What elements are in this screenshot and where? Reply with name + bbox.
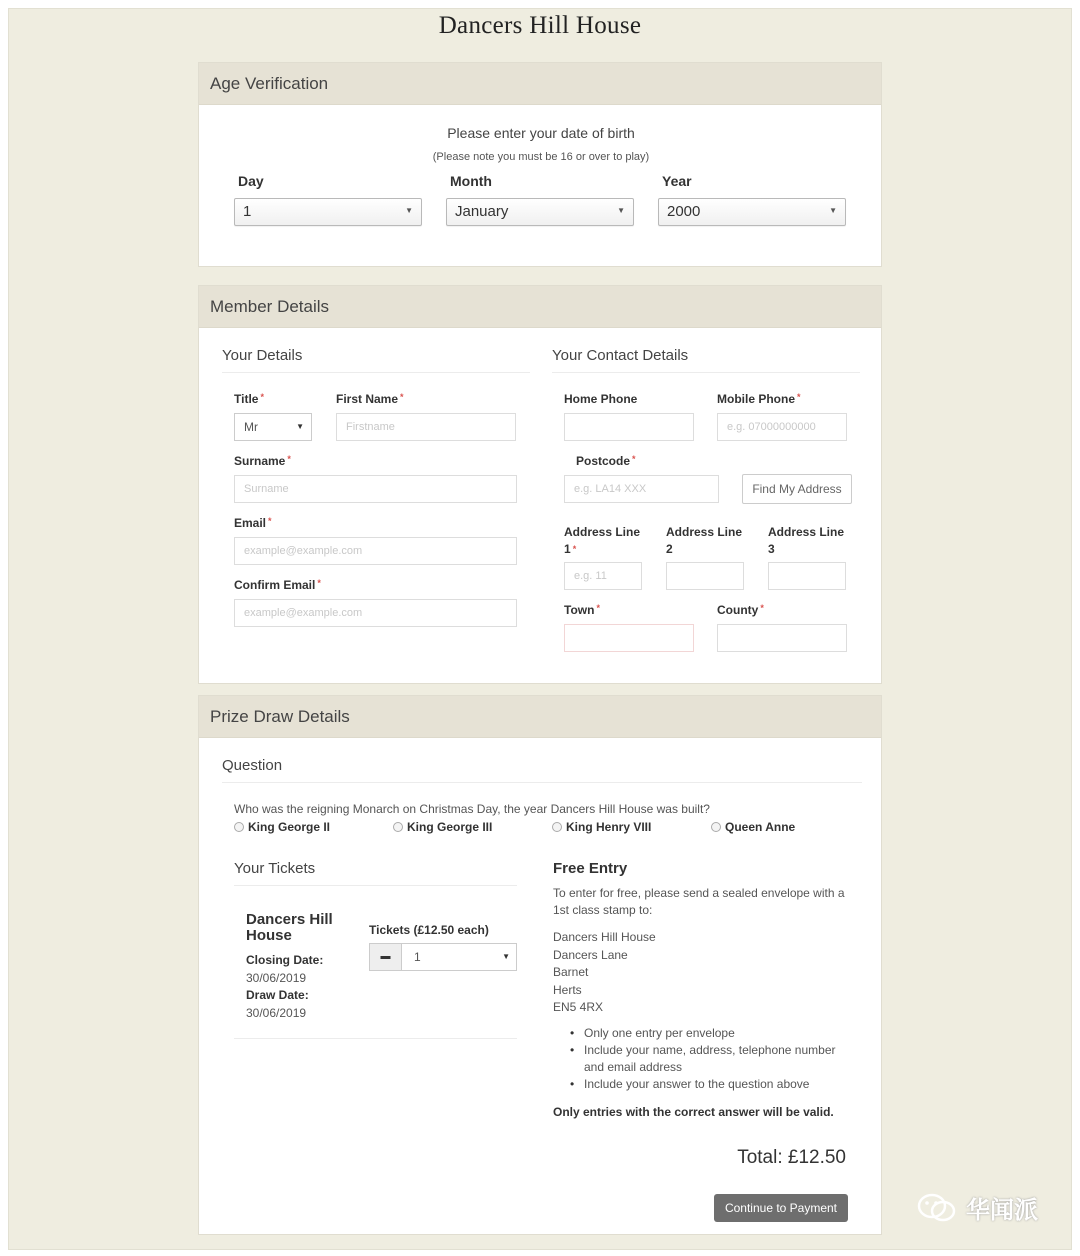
town-label-text: Town (564, 603, 595, 617)
address-line-1-input[interactable]: e.g. 11 (564, 562, 642, 590)
surname-label (234, 454, 291, 468)
question-heading: Question (222, 757, 862, 783)
address-line-3-label-a: Address Line (768, 525, 845, 539)
county-label-text: County (717, 603, 759, 617)
title-label (234, 392, 264, 406)
age-verification-panel (198, 62, 882, 267)
your-details-heading: Your Details (222, 347, 530, 373)
free-entry-address (553, 929, 656, 1017)
address-line-3-label-b: 3 (768, 542, 775, 556)
total-amount: Total: £12.50 (737, 1147, 846, 1168)
address-line-1-label-a: Address Line (564, 525, 641, 539)
prize-draw-header: Prize Draw Details (199, 696, 881, 738)
day-select[interactable] (234, 198, 422, 226)
address-line: Dancers Hill House (553, 930, 656, 944)
answer-option-label: Queen Anne (725, 820, 796, 834)
postcode-input[interactable]: e.g. LA14 XXX (564, 475, 719, 503)
radio-icon (393, 822, 403, 832)
chevron-down-icon: ▼ (502, 952, 510, 961)
surname-input[interactable]: Surname (234, 475, 517, 503)
required-mark: * (287, 454, 291, 464)
address-line-3-input[interactable] (768, 562, 846, 590)
valid-entries-note: Only entries with the correct answer will be valid. (553, 1105, 834, 1119)
month-label: Month (450, 173, 492, 189)
answer-option-label: King George II (248, 820, 331, 834)
site-title: Dancers Hill House (438, 12, 642, 39)
draw-date-label: Draw Date: (246, 988, 309, 1002)
confirm-email-input[interactable]: example@example.com (234, 599, 517, 627)
free-entry-heading: Free Entry (553, 860, 628, 877)
chevron-down-icon: ▼ (829, 206, 837, 215)
first-name-label (336, 392, 404, 406)
county-input[interactable] (717, 624, 847, 652)
address-line-1-label (564, 524, 640, 558)
answer-option-label: King Henry VIII (566, 820, 652, 834)
closing-date-value: 30/06/2019 (246, 971, 307, 985)
home-phone-input[interactable] (564, 413, 694, 441)
tickets-divider (234, 1038, 517, 1039)
mobile-phone-input[interactable]: e.g. 07000000000 (717, 413, 847, 441)
answer-option-king-george-ii[interactable] (234, 820, 330, 834)
confirm-email-label (234, 578, 321, 592)
member-details-header: Member Details (199, 286, 881, 328)
ticket-quantity-select[interactable] (369, 943, 517, 971)
email-label (234, 516, 272, 530)
draw-date-value: 30/06/2019 (246, 1006, 307, 1020)
answer-option-label: King George III (407, 820, 493, 834)
required-mark: * (400, 392, 404, 402)
chevron-down-icon: ▼ (405, 206, 413, 215)
address-line-1-label-b: 1 (564, 542, 571, 556)
town-label (564, 603, 600, 617)
address-line: Dancers Lane (553, 947, 628, 962)
radio-icon (552, 822, 562, 832)
confirm-email-label-text: Confirm Email (234, 578, 316, 592)
year-label: Year (662, 173, 692, 189)
address-line-2-input[interactable] (666, 562, 744, 590)
chevron-down-icon: ▼ (296, 422, 304, 431)
question-text: Who was the reigning Monarch on Christmas Day, the year Dancers Hill House was built? (234, 802, 710, 816)
required-mark: * (268, 516, 272, 526)
member-details-panel (198, 285, 882, 684)
mobile-phone-label-text: Mobile Phone (717, 392, 795, 406)
title-value: Mr (244, 420, 258, 434)
required-mark: * (317, 578, 321, 588)
address-line: Herts (553, 982, 582, 997)
first-name-input[interactable]: Firstname (336, 413, 516, 441)
draw-name: Dancers Hill House (246, 911, 333, 944)
rule-item: • Include your answer to the question above (570, 1076, 850, 1093)
rule-item: • Only one entry per envelope (570, 1025, 850, 1042)
title-select[interactable] (234, 413, 312, 441)
ticket-quantity-value: 1 (414, 950, 421, 964)
day-value: 1 (243, 203, 252, 220)
free-entry-rules (570, 1025, 850, 1093)
required-mark: * (760, 603, 764, 613)
title-label-text: Title (234, 392, 259, 406)
postcode-label (576, 454, 636, 468)
mobile-phone-label (717, 392, 801, 406)
tickets-label: Tickets (£12.50 each) (369, 923, 489, 937)
closing-date-label: Closing Date: (246, 953, 324, 967)
required-mark: * (260, 392, 264, 402)
radio-icon (711, 822, 721, 832)
watermark-text: 华闻派 (966, 1197, 1038, 1224)
age-note: (Please note you must be 16 or over to play) (432, 151, 650, 163)
free-entry-text: To enter for free, please send a sealed envelope with a 1st class stamp to: (553, 886, 845, 917)
month-value: January (455, 203, 509, 220)
home-phone-label: Home Phone (564, 392, 638, 406)
answer-option-queen-anne[interactable] (711, 820, 795, 834)
watermark (916, 1190, 1038, 1225)
year-value: 2000 (667, 203, 701, 220)
required-mark: * (632, 454, 636, 464)
radio-icon (234, 822, 244, 832)
find-my-address-button[interactable]: Find My Address (742, 474, 852, 504)
address-line-2-label-b: 2 (666, 542, 673, 556)
prize-draw-panel (198, 695, 882, 1235)
email-input[interactable]: example@example.com (234, 537, 517, 565)
county-label (717, 603, 764, 617)
address-line: Barnet (553, 965, 589, 979)
required-mark: * (596, 603, 600, 613)
answer-option-king-george-iii[interactable] (393, 820, 492, 834)
your-tickets-heading: Your Tickets (234, 860, 517, 886)
address-line-2-label-a: Address Line (666, 525, 743, 539)
dob-prompt: Please enter your date of birth (447, 125, 635, 141)
answer-option-king-henry-viii[interactable] (552, 820, 651, 834)
address-line: EN5 4RX (553, 1000, 604, 1014)
rule-item: • Include your name, address, telephone number and email address (570, 1042, 850, 1076)
year-select[interactable] (658, 198, 846, 226)
month-select[interactable] (446, 198, 634, 226)
contact-details-heading: Your Contact Details (552, 347, 860, 373)
ticket-icon: ▬ (370, 944, 402, 970)
chevron-down-icon: ▼ (617, 206, 625, 215)
address-line-3-label (768, 524, 844, 558)
wechat-icon (916, 1192, 958, 1224)
day-label: Day (238, 173, 264, 189)
postcode-label-text: Postcode (576, 454, 631, 468)
continue-to-payment-button[interactable]: Continue to Payment (714, 1194, 848, 1222)
surname-label-text: Surname (234, 454, 286, 468)
required-mark: * (797, 392, 801, 402)
first-name-label-text: First Name (336, 392, 399, 406)
town-input[interactable] (564, 624, 694, 652)
required-mark: * (572, 544, 577, 554)
address-line-2-label (666, 524, 742, 558)
age-verification-header: Age Verification (199, 63, 881, 105)
email-label-text: Email (234, 516, 267, 530)
